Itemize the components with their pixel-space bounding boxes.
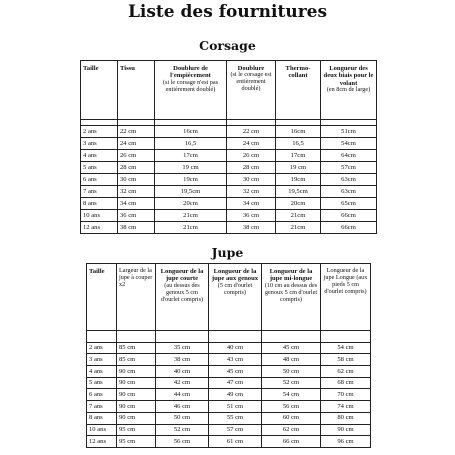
- table-cell: 12 ans: [81, 222, 118, 234]
- table-cell: 90 cm: [117, 366, 156, 378]
- table-cell: 8 ans: [81, 198, 118, 210]
- corsage-col-header: [155, 61, 227, 120]
- table-cell: 21cm: [276, 222, 321, 234]
- table-cell: 30 cm: [118, 174, 155, 186]
- table-row: [81, 150, 377, 162]
- corsage-col-header-title: Thermo-collant: [285, 65, 311, 80]
- corsage-body: [81, 120, 377, 234]
- spacer-cell: [209, 331, 262, 343]
- table-cell: 51cm: [321, 126, 377, 138]
- table-cell: 50 cm: [156, 412, 209, 424]
- table-cell: 19,5cm: [155, 186, 227, 198]
- table-cell: 35 cm: [156, 342, 209, 354]
- table-cell: 90 cm: [117, 412, 156, 424]
- table-cell: 24 cm: [227, 138, 276, 150]
- jupe-col-header-note: (au dessus des genoux 5 cm d'ourlet compris): [160, 281, 204, 303]
- table-cell: 2 ans: [81, 126, 118, 138]
- jupe-heading: Jupe: [211, 245, 244, 260]
- corsage-header-row: [81, 61, 377, 120]
- corsage-col-header-note: (si le corsage n'est pas entièrement doublé): [162, 78, 219, 93]
- table-cell: 3 ans: [81, 138, 118, 150]
- corsage-col-header: [321, 61, 377, 120]
- table-cell: 36 cm: [227, 210, 276, 222]
- table-row: [81, 198, 377, 210]
- corsage-col-header-note: (en 8cm de large): [326, 86, 371, 94]
- table-cell: 24 cm: [118, 138, 155, 150]
- table-row: [81, 222, 377, 234]
- spacer-row: [87, 331, 371, 343]
- table-cell: 58 cm: [321, 354, 371, 366]
- table-cell: 38 cm: [118, 222, 155, 234]
- jupe-col-header: [156, 264, 209, 331]
- table-cell: 66cm: [321, 210, 377, 222]
- table-cell: 54cm: [321, 138, 377, 150]
- table-cell: 63cm: [321, 186, 377, 198]
- spacer-cell: [117, 331, 156, 343]
- table-cell: 19,5cm: [276, 186, 321, 198]
- table-cell: 60 cm: [262, 412, 321, 424]
- table-cell: 40 cm: [156, 366, 209, 378]
- table-cell: 16,5: [276, 138, 321, 150]
- table-cell: 6 ans: [81, 174, 118, 186]
- table-cell: 19 cm: [155, 162, 227, 174]
- table-cell: 19 cm: [276, 162, 321, 174]
- table-row: [81, 174, 377, 186]
- table-row: [87, 424, 371, 436]
- page-title: Liste des fournitures: [127, 2, 328, 22]
- corsage-col-header: [118, 61, 155, 120]
- jupe-body: [87, 331, 371, 448]
- jupe-col-header: [262, 264, 321, 331]
- table-row: [81, 162, 377, 174]
- corsage-col-header-title: Doublure de l'empiècement: [170, 65, 211, 80]
- table-cell: 38 cm: [227, 222, 276, 234]
- table-cell: 90 cm: [117, 377, 156, 389]
- table-cell: 17cm: [155, 150, 227, 162]
- table-cell: 61 cm: [209, 436, 262, 448]
- table-cell: 26 cm: [118, 150, 155, 162]
- table-cell: 17cm: [276, 150, 321, 162]
- table-cell: 10 ans: [87, 424, 117, 436]
- table-row: [81, 138, 377, 150]
- table-row: [87, 412, 371, 424]
- table-row: [81, 186, 377, 198]
- table-cell: 26 cm: [227, 150, 276, 162]
- table-row: [87, 366, 371, 378]
- spacer-cell: [321, 331, 371, 343]
- table-row: [87, 342, 371, 354]
- table-cell: 16cm: [155, 126, 227, 138]
- corsage-col-header: [276, 61, 321, 120]
- table-row: [87, 436, 371, 448]
- table-cell: 10 ans: [81, 210, 118, 222]
- table-cell: 66cm: [321, 222, 377, 234]
- table-row: [87, 377, 371, 389]
- jupe-col-header-title: Longueur de la jupe aux genoux: [211, 268, 259, 283]
- table-cell: 32 cm: [227, 186, 276, 198]
- table-row: [87, 354, 371, 366]
- table-cell: 68 cm: [321, 377, 371, 389]
- table-cell: 5 ans: [87, 377, 117, 389]
- table-cell: 5 ans: [81, 162, 118, 174]
- table-cell: 22 cm: [118, 126, 155, 138]
- jupe-col-header: [87, 264, 117, 331]
- jupe-col-header-note: Longueur de la jupe Longue (aux pieds 5 cm d'ourlet compris): [323, 267, 368, 295]
- table-cell: 36 cm: [118, 210, 155, 222]
- table-cell: 54 cm: [262, 389, 321, 401]
- jupe-col-header-title: Longueur de la jupe courte: [160, 268, 204, 283]
- jupe-col-header-note: Largeur de la jupe à couper x2: [119, 267, 153, 288]
- table-cell: 70 cm: [321, 389, 371, 401]
- table-row: [87, 389, 371, 401]
- spacer-cell: [262, 331, 321, 343]
- table-cell: 42 cm: [156, 377, 209, 389]
- corsage-col-header-title: Doublure: [237, 65, 265, 72]
- table-cell: 57cm: [321, 162, 377, 174]
- table-cell: 50 cm: [262, 366, 321, 378]
- table-cell: 46 cm: [156, 401, 209, 413]
- table-row: [81, 126, 377, 138]
- corsage-heading: Corsage: [199, 38, 256, 53]
- table-cell: 7 ans: [81, 186, 118, 198]
- table-cell: 80 cm: [321, 412, 371, 424]
- table-cell: 28 cm: [118, 162, 155, 174]
- table-cell: 55 cm: [209, 412, 262, 424]
- table-cell: 34 cm: [118, 198, 155, 210]
- table-row: [87, 401, 371, 413]
- table-cell: 47 cm: [209, 377, 262, 389]
- table-cell: 62 cm: [321, 366, 371, 378]
- table-cell: 16,5: [155, 138, 227, 150]
- table-cell: 32 cm: [118, 186, 155, 198]
- table-cell: 52 cm: [262, 377, 321, 389]
- table-cell: 19cm: [276, 174, 321, 186]
- table-cell: 22 cm: [227, 126, 276, 138]
- table-cell: 12 ans: [87, 436, 117, 448]
- table-cell: 20cm: [276, 198, 321, 210]
- table-cell: 90 cm: [117, 401, 156, 413]
- jupe-col-header-note: (10 cm au dessus des genoux 5 cm d'ourlet compris): [264, 281, 318, 303]
- table-cell: 8 ans: [87, 412, 117, 424]
- table-cell: 2 ans: [87, 342, 117, 354]
- corsage-col-header-title: Taille: [83, 65, 99, 72]
- table-cell: 21cm: [155, 210, 227, 222]
- table-cell: 20cm: [155, 198, 227, 210]
- table-cell: 19cm: [155, 174, 227, 186]
- table-cell: 7 ans: [87, 401, 117, 413]
- table-cell: 57 cm: [209, 424, 262, 436]
- table-row: [81, 210, 377, 222]
- corsage-table: [80, 60, 377, 234]
- table-cell: 49 cm: [209, 389, 262, 401]
- table-cell: 56 cm: [156, 436, 209, 448]
- table-cell: 43 cm: [209, 354, 262, 366]
- table-cell: 45 cm: [209, 366, 262, 378]
- table-cell: 54 cm: [321, 342, 371, 354]
- corsage-col-header: [81, 61, 118, 120]
- jupe-col-header: [117, 264, 156, 331]
- table-cell: 52 cm: [156, 424, 209, 436]
- table-cell: 21cm: [155, 222, 227, 234]
- table-cell: 85 cm: [117, 342, 156, 354]
- table-cell: 4 ans: [87, 366, 117, 378]
- table-cell: 62 cm: [262, 424, 321, 436]
- jupe-col-header: [321, 264, 371, 331]
- table-cell: 90 cm: [117, 389, 156, 401]
- table-cell: 4 ans: [81, 150, 118, 162]
- jupe-col-header-title: Longueur de la jupe mi-longue: [269, 268, 313, 283]
- table-cell: 38 cm: [156, 354, 209, 366]
- corsage-col-header: [227, 61, 276, 120]
- table-cell: 95 cm: [117, 424, 156, 436]
- table-cell: 45 cm: [262, 342, 321, 354]
- table-cell: 30 cm: [227, 174, 276, 186]
- jupe-col-header: [209, 264, 262, 331]
- table-cell: 64cm: [321, 150, 377, 162]
- table-cell: 51 cm: [209, 401, 262, 413]
- corsage-col-header-note: (si le corsage est entièrement doublé): [230, 71, 272, 93]
- table-cell: 90 cm: [321, 424, 371, 436]
- jupe-col-header-note: (5 cm d'ourlet compris): [217, 281, 253, 296]
- table-cell: 56 cm: [262, 401, 321, 413]
- table-cell: 66 cm: [262, 436, 321, 448]
- table-cell: 44 cm: [156, 389, 209, 401]
- table-cell: 95 cm: [117, 436, 156, 448]
- table-cell: 40 cm: [209, 342, 262, 354]
- corsage-col-header-title: Longueur des deux biais pour le volant: [323, 65, 374, 87]
- table-cell: 16cm: [276, 126, 321, 138]
- table-cell: 96 cm: [321, 436, 371, 448]
- table-cell: 34 cm: [227, 198, 276, 210]
- jupe-col-header-title: Taille: [89, 268, 105, 275]
- spacer-cell: [156, 331, 209, 343]
- table-cell: 85 cm: [117, 354, 156, 366]
- table-cell: 21cm: [276, 210, 321, 222]
- jupe-header-row: [87, 264, 371, 331]
- jupe-table: [86, 263, 371, 448]
- table-cell: 74 cm: [321, 401, 371, 413]
- table-cell: 65cm: [321, 198, 377, 210]
- table-cell: 28 cm: [227, 162, 276, 174]
- table-cell: 63cm: [321, 174, 377, 186]
- table-cell: 6 ans: [87, 389, 117, 401]
- table-cell: 48 cm: [262, 354, 321, 366]
- table-cell: 3 ans: [87, 354, 117, 366]
- spacer-cell: [87, 331, 117, 343]
- corsage-col-header-title: Tissu: [120, 65, 135, 72]
